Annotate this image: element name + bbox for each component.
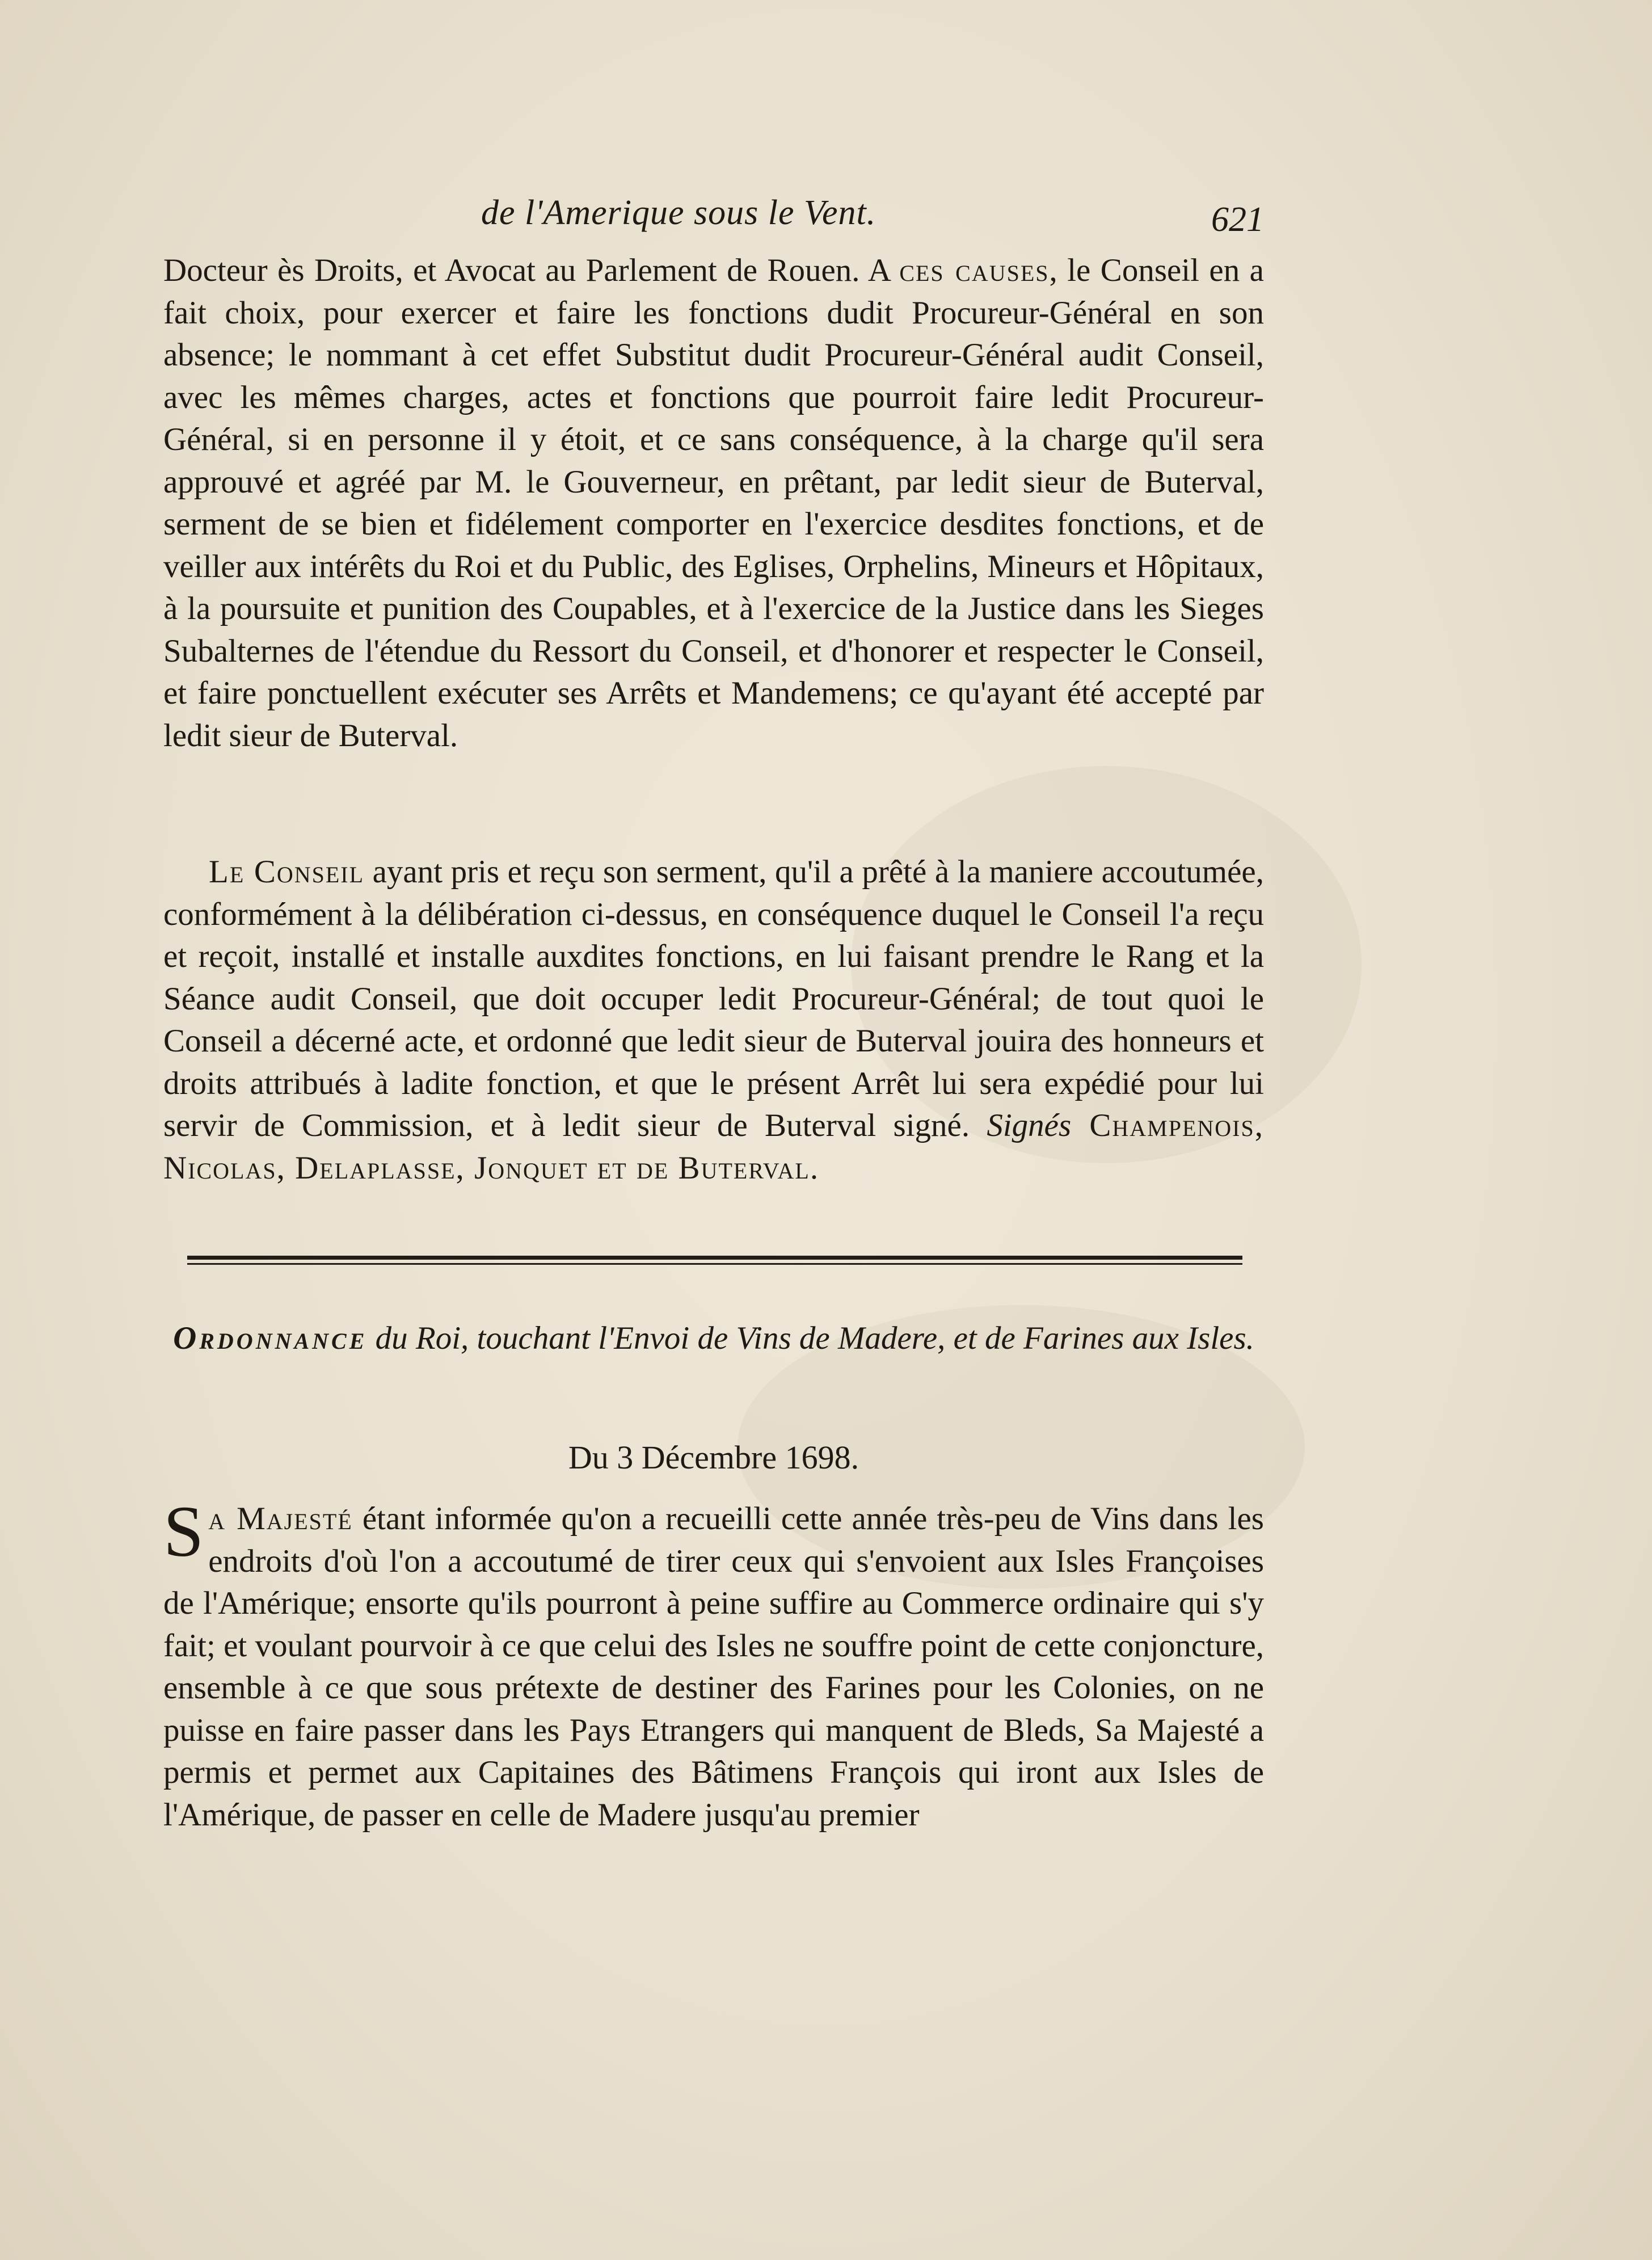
running-title: de l'Amerique sous le Vent. — [481, 193, 876, 232]
paragraph-conseil — [163, 851, 1264, 1189]
page-number: 621 — [1211, 200, 1264, 239]
paragraph-text: Docteur ès Droits, et Avocat au Parlement de Rouen. A — [163, 252, 900, 288]
ordonnance-title — [163, 1315, 1264, 1362]
paragraph-text: ayant pris et reçu son serment, qu'il a prêté à la maniere accoutumée, conformément à la délibération ci-dessus, en conséquence duquel le Conseil l'a reçu et reçoit, installé et installe auxdites fonctions, en lui faisant prendre le Rang et la Séance audit Conseil, que doit occuper ledit Procureur-Général; de tout quoi le Conseil a décerné acte, et ordonné que ledit sieur de Buterval jouira des honneurs et droits attribués à ladite fonction, et que le présent Arrêt lui sera expédié pour lui servir de Commission, et à ledit sieur de Buterval signé. — [163, 854, 1264, 1143]
signes-label: Signés — [987, 1108, 1072, 1143]
ordonnance-title-rest: du Roi, touchant l'Envoi de Vins de Madere, et de Farines aux Isles. — [367, 1320, 1254, 1356]
signatories: Champenois, Nicolas, Delaplasse, Jonquet et de Buterval. — [163, 1108, 1264, 1186]
small-caps-opening: a Majesté — [208, 1501, 353, 1537]
small-caps-phrase: ces causes — [899, 252, 1050, 288]
section-divider — [187, 1256, 1242, 1265]
paragraph-text: , le Conseil en a fait choix, pour exercer et faire les fonctions dudit Procureur-Général en son absence; le nommant à cet effet Substitut dudit Procureur-Général audit Conseil, avec les mêmes charges, actes et fonctions que pourroit faire ledit Procureur-Général, si en personne il y étoit, et ce sans conséquence, à la charge qu'il sera approuvé et agréé par M. le Gouverneur, en prêtant, par ledit sieur de Buterval, serment de se bien et fidélement comporter en l'exercice desdites fonctions, et de veiller aux intérêts du Roi et du Public, des Eglises, Orphelins, Mineurs et Hôpitaux, à la poursuite et punition des Coupables, et à l'exercice de la Justice dans les Sieges Subalternes de l'étendue du Ressort du Conseil, et d'honorer et respecter le Conseil, et faire ponctuellent exécuter ses Arrêts et Mandemens; ce qu'ayant été accepté par ledit sieur de Buterval. — [163, 252, 1264, 754]
paragraph-continuation — [163, 250, 1264, 757]
ordonnance-date: Du 3 Décembre 1698. — [568, 1439, 859, 1476]
small-caps-opening: Le Conseil — [209, 854, 365, 890]
page-header — [163, 187, 1264, 250]
drop-cap: S — [163, 1491, 204, 1572]
ordonnance-title-lead: Ordonnance — [173, 1320, 368, 1356]
paragraph-text: étant informée qu'on a recueilli cette année très-peu de Vins dans les endroits d'où l'on a accoutumé de tirer ceux qui s'envoient aux Isles Françoises de l'Amérique; ensorte qu'ils pourront à peine suffire au Commerce ordinaire qui s'y fait; et voulant pourvoir à ce que celui des Isles ne souffre point de cette conjoncture, ensemble à ce que sous prétexte de destiner des Farines pour les Colonies, on ne puisse en faire passer dans les Pays Etrangers qui manquent de Bleds, Sa Majesté a permis et permet aux Capitaines des Bâtimens François qui iront aux Isles de l'Amérique, de passer en celle de Madere jusqu'au premier — [163, 1501, 1264, 1833]
paragraph-ordonnance — [163, 1491, 1264, 1836]
